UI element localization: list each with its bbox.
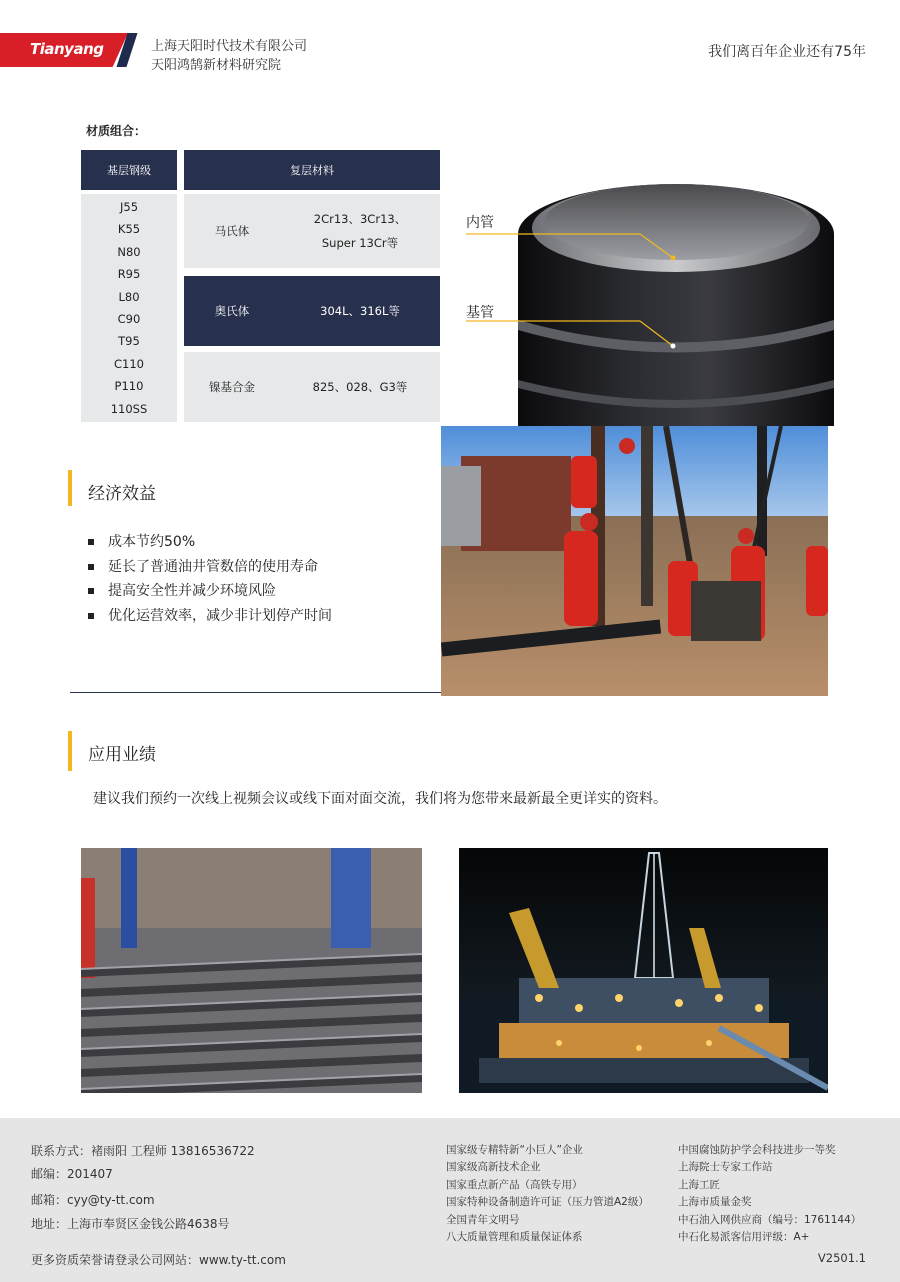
- honor-item: 国家特种设备制造许可证（压力管道A2级）: [446, 1196, 649, 1209]
- honor-item: 中石化易派客信用评级：A+: [678, 1231, 810, 1244]
- list-item: [88, 604, 332, 629]
- base-grade-list: [81, 194, 177, 422]
- base-grade: C110: [114, 356, 144, 371]
- benefit-text: 延长了普通油井管数倍的使用寿命: [108, 558, 318, 575]
- benefit-text: 优化运营效率，减少非计划停产时间: [108, 607, 332, 624]
- list-item: [88, 579, 332, 604]
- section-accent-bar: [68, 470, 72, 506]
- clad-material-header: 复层材料: [184, 150, 440, 190]
- oilfield-workers-photo: [441, 426, 828, 696]
- base-grade: T95: [118, 334, 140, 349]
- base-grade: K55: [117, 222, 141, 237]
- clad-row-martensite: [184, 194, 440, 268]
- honor-item: 国家级高新技术企业: [446, 1161, 541, 1174]
- bullet-icon: [88, 613, 94, 619]
- contact-info: 联系方式：褚雨阳 工程师 13816536722: [31, 1144, 255, 1158]
- bullet-icon: [88, 588, 94, 594]
- bullet-icon: [88, 564, 94, 570]
- clad-value: 825、028、G3等: [312, 380, 408, 394]
- offshore-platform-photo: [459, 848, 828, 1093]
- address: 地址：上海市奉贤区金钱公路4638号: [31, 1217, 230, 1231]
- website-link[interactable]: 更多资质荣誉请登录公司网站：www.ty-tt.com: [31, 1253, 286, 1267]
- clad-category: 奥氏体: [214, 304, 250, 318]
- logo: Tianyang: [30, 40, 104, 58]
- honor-item: 上海市质量金奖: [678, 1196, 752, 1209]
- clad-row-austenite: [184, 276, 440, 346]
- awards-list: [678, 1142, 861, 1246]
- slogan: 我们离百年企业还有75年: [708, 44, 866, 60]
- base-grade: R95: [117, 267, 141, 282]
- inner-pipe-label: 内管: [466, 215, 494, 231]
- base-grade-header: 基层钢级: [81, 150, 177, 190]
- base-grade: N80: [117, 244, 141, 259]
- honor-item: 上海院士专家工作站: [678, 1161, 773, 1174]
- benefit-text: 提高安全性并减少环境风险: [108, 583, 276, 599]
- clad-value: 2Cr13、3Cr13、: [313, 212, 407, 226]
- economic-title: 经济效益: [88, 484, 156, 504]
- section-divider: [70, 692, 442, 693]
- clad-row-nickel-alloy: [184, 352, 440, 422]
- list-item: [88, 555, 332, 580]
- benefit-text: 成本节约50%: [108, 534, 196, 550]
- clad-value: Super 13Cr等: [321, 236, 399, 250]
- benefit-list: [88, 530, 332, 628]
- honor-item: 中石油入网供应商（编号：1761144）: [678, 1213, 862, 1226]
- clad-category: 镍基合金: [209, 380, 255, 394]
- materials-title: 材质组合：: [86, 124, 147, 138]
- honors-list: [446, 1142, 649, 1246]
- version-label: V2501.1: [817, 1251, 866, 1265]
- email[interactable]: 邮箱：cyy@ty-tt.com: [31, 1193, 155, 1207]
- postcode: 邮编：201407: [31, 1167, 113, 1181]
- honor-item: 中国腐蚀防护学会科技进步一等奖: [678, 1144, 836, 1156]
- pipe-yard-photo: [81, 848, 422, 1093]
- honor-item: 国家重点新产品（高铁专用）: [446, 1178, 583, 1191]
- clad-category: 马氏体: [214, 224, 250, 238]
- clad-value: 304L、316L等: [320, 304, 400, 318]
- application-text: 建议我们预约一次线上视频会议或线下面对面交流，我们将为您带来最新最全更详实的资料。: [93, 791, 667, 807]
- honor-item: 国家级专精特新“小巨人”企业: [446, 1144, 583, 1156]
- honor-item: 八大质量管理和质量保证体系: [446, 1231, 583, 1244]
- list-item: [88, 530, 332, 555]
- pipe-callout-lines: [440, 222, 700, 352]
- clad-values: [280, 207, 440, 255]
- base-grade: L80: [118, 289, 140, 304]
- base-grade: J55: [119, 199, 139, 214]
- base-grade: P110: [114, 379, 144, 394]
- honor-item: 全国青年文明号: [446, 1213, 520, 1226]
- base-pipe-label: 基管: [466, 305, 494, 321]
- company-name: 上海天阳时代技术有限公司: [151, 39, 308, 54]
- base-grade: 110SS: [110, 401, 148, 416]
- base-grade: C90: [117, 312, 141, 326]
- application-title: 应用业绩: [88, 745, 156, 765]
- institute-name: 天阳鸿鹄新材料研究院: [151, 58, 282, 73]
- section-accent-bar: [68, 731, 72, 771]
- honor-item: 上海工匠: [678, 1178, 720, 1191]
- bullet-icon: [88, 539, 94, 545]
